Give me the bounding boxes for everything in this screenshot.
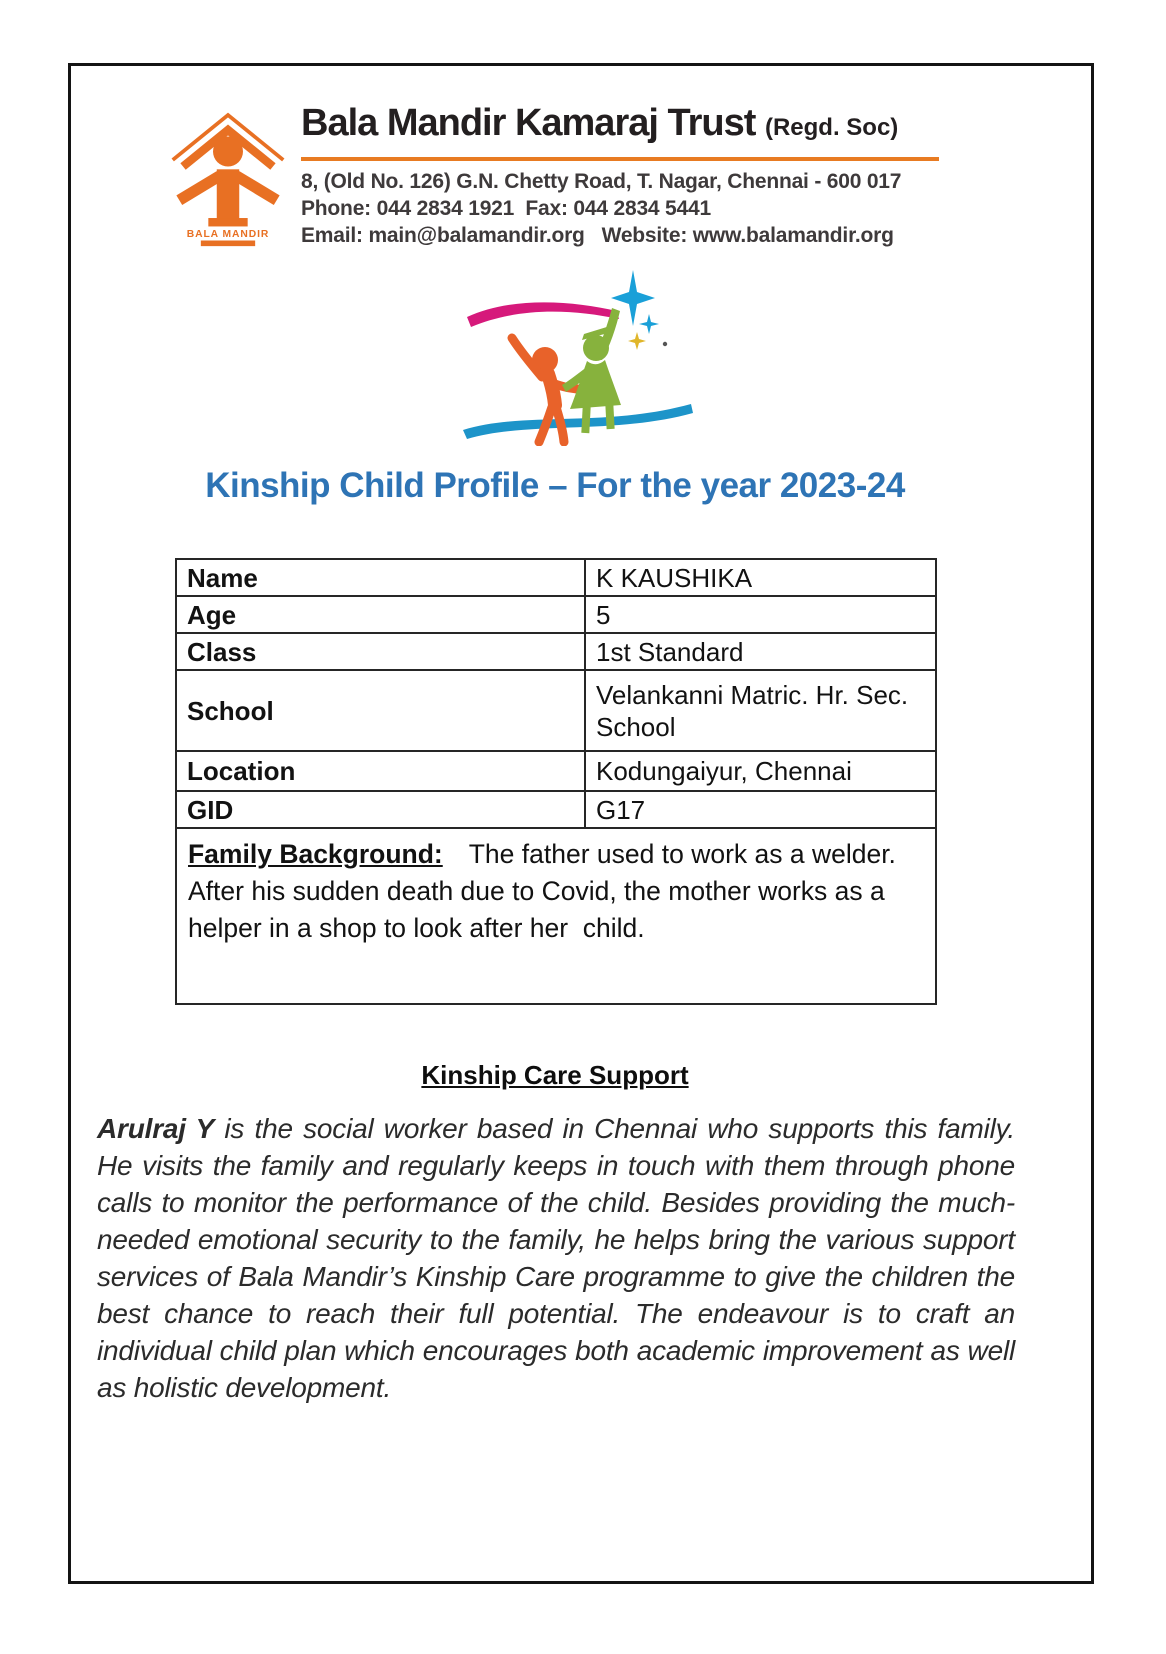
- row-value: 1st Standard: [585, 633, 936, 670]
- child-profile-table: [175, 558, 937, 1005]
- children-stars-logo: [453, 256, 703, 446]
- row-label: GID: [176, 791, 585, 828]
- family-background-row: [176, 828, 936, 1004]
- letterhead: [167, 100, 939, 249]
- table-row: [176, 633, 936, 670]
- row-value: K KAUSHIKA: [585, 559, 936, 596]
- org-name: [301, 100, 939, 151]
- page-border-frame: [68, 63, 1094, 1584]
- support-paragraph-text: is the social worker based in Chennai who supports this family. He visits the family and regularly keeps in touch with them through phone calls to monitor the performance of the child. Besides providing the much-needed emotional security to the family, he helps bring the various support services of Bala Mandir’s Kinship Care programme to give the children the best chance to reach their full potential. The endeavour is to craft an individual child plan which encourages both academic improvement as well as holistic development.: [97, 1113, 1015, 1403]
- org-email-website: Email: main@balamandir.org Website: www.balamandir.org: [301, 224, 894, 247]
- row-label: Class: [176, 633, 585, 670]
- table-row: [176, 751, 936, 791]
- family-background-text: The father used to work as a welder. After his sudden death due to Covid, the mother works as a helper in a shop to look after her child.: [188, 839, 896, 943]
- row-value: Kodungaiyur, Chennai: [585, 751, 936, 791]
- support-paragraph: [97, 1110, 1015, 1406]
- row-value: 5: [585, 596, 936, 633]
- section-heading: Kinship Care Support: [421, 1060, 689, 1090]
- logo-caption: BALA MANDIR: [186, 228, 270, 240]
- row-value: Velankanni Matric. Hr. Sec. School: [585, 670, 936, 751]
- accent-rule: [301, 157, 939, 161]
- row-label: Name: [176, 559, 585, 596]
- table-row: [176, 791, 936, 828]
- org-address: 8, (Old No. 126) G.N. Chetty Road, T. Nagar, Chennai - 600 017: [301, 170, 902, 193]
- row-value: G17: [585, 791, 936, 828]
- table-row: [176, 596, 936, 633]
- org-name-main: Bala Mandir Kamaraj Trust: [301, 102, 756, 144]
- row-label: Age: [176, 596, 585, 633]
- org-registration-suffix: (Regd. Soc): [764, 114, 899, 141]
- social-worker-name: Arulraj Y: [97, 1113, 215, 1144]
- letterhead-text: [301, 100, 939, 249]
- table-row: [176, 670, 936, 751]
- family-background-label: Family Background:: [188, 839, 443, 869]
- table-row: [176, 559, 936, 596]
- row-label: Location: [176, 751, 585, 791]
- row-label: School: [176, 670, 585, 751]
- page-title: Kinship Child Profile – For the year 2023-24: [205, 466, 905, 505]
- org-phone-fax: Phone: 044 2834 1921 Fax: 044 2834 5441: [301, 197, 711, 220]
- bala-mandir-logo-icon: [167, 100, 289, 248]
